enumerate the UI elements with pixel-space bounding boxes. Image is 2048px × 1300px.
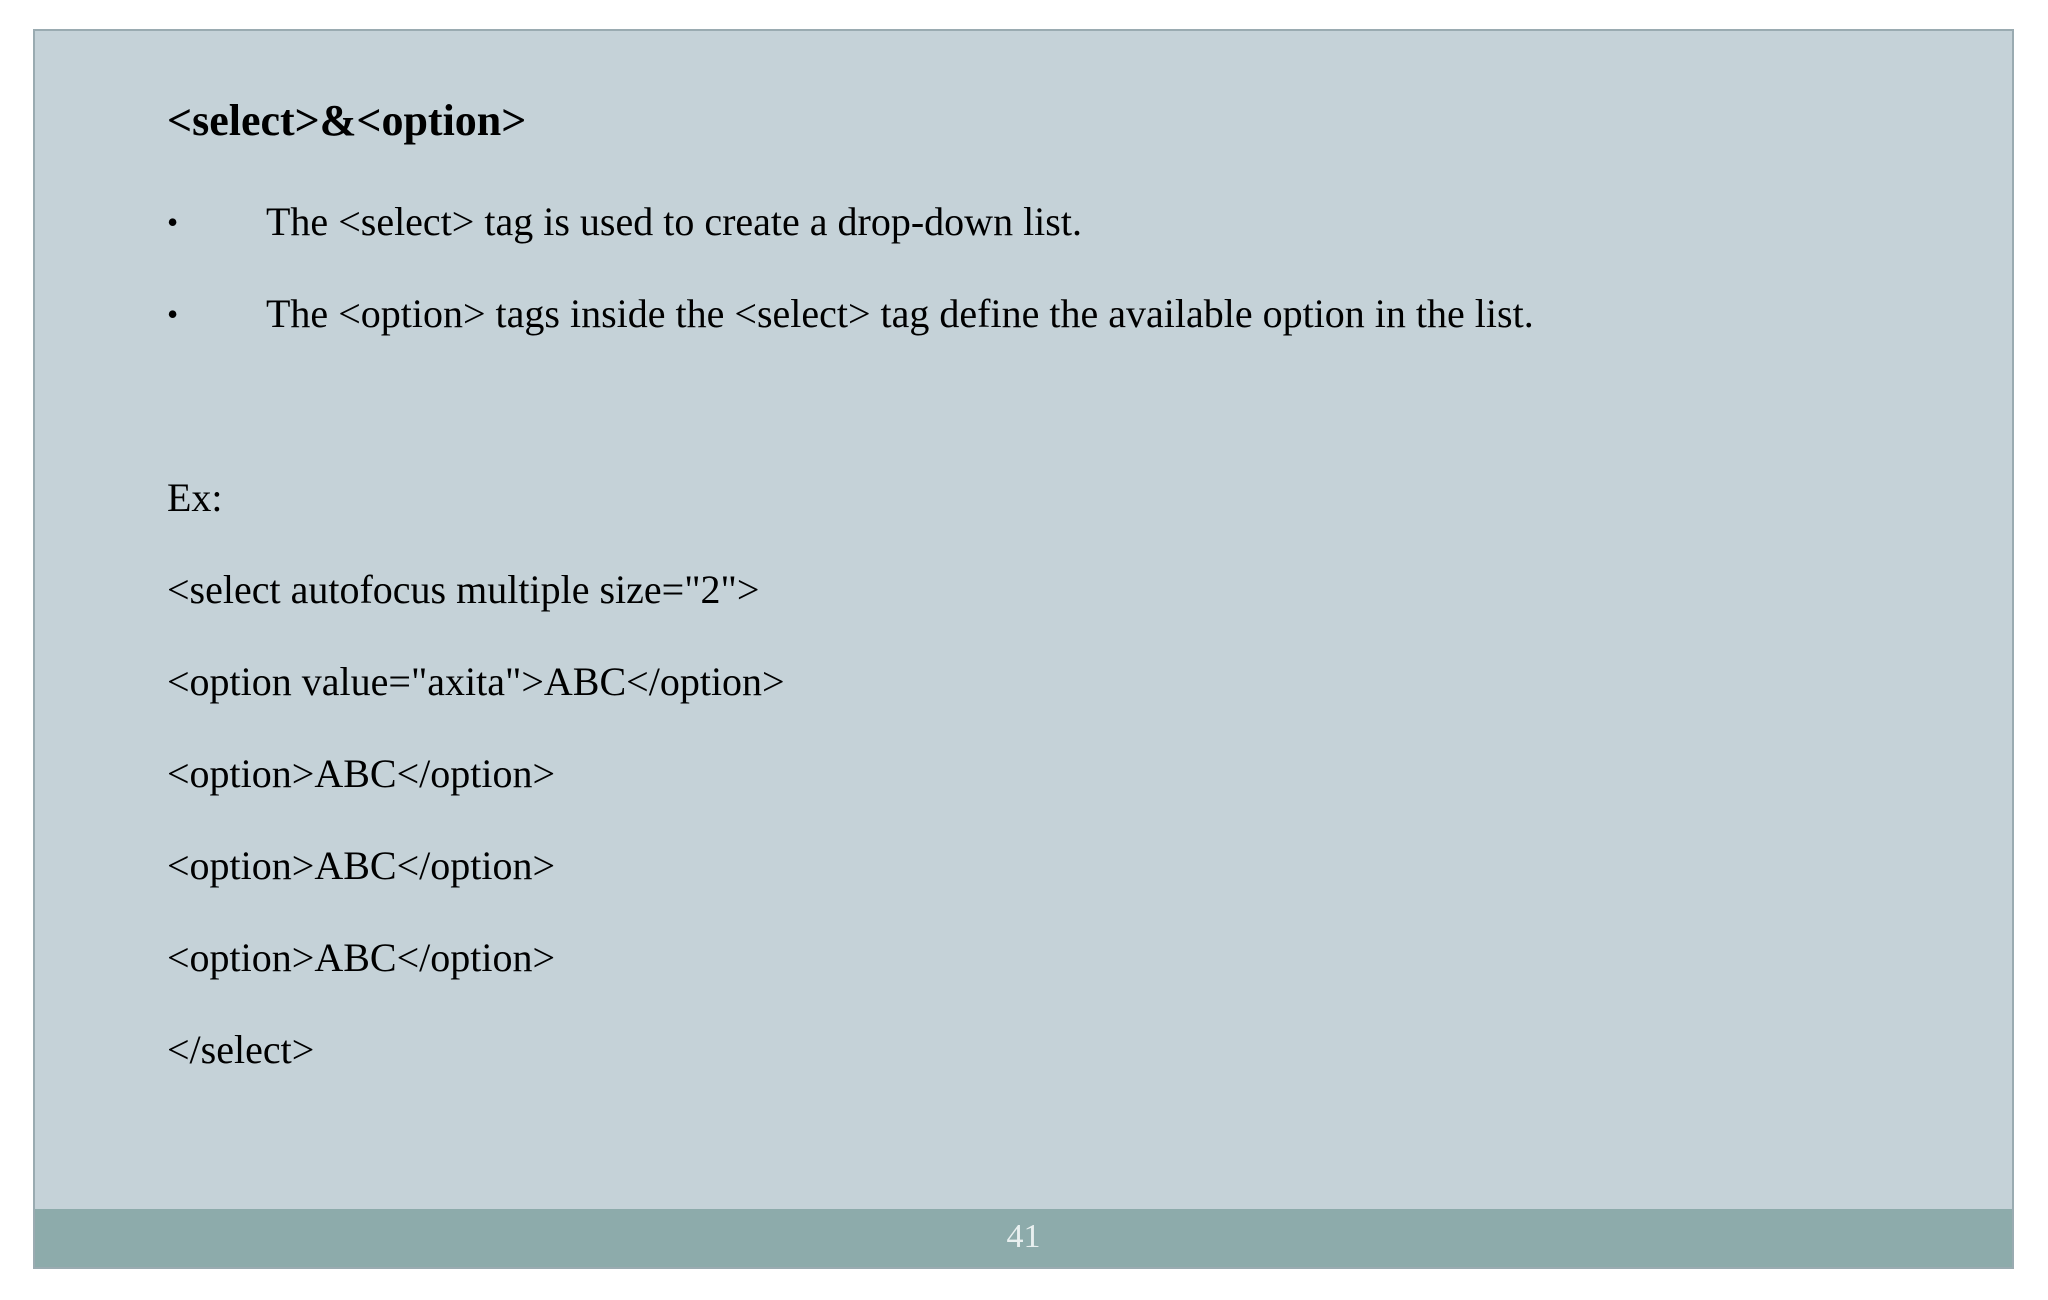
footer-bar — [35, 1209, 2012, 1267]
code-line: <option>ABC</option> — [167, 751, 556, 796]
example-label: Ex: — [167, 475, 223, 520]
code-line: </select> — [167, 1027, 315, 1072]
bullet-text: The <option> tags inside the <select> tag define the available option in the list. — [266, 291, 1534, 336]
code-line: <option>ABC</option> — [167, 935, 556, 980]
code-line: <select autofocus multiple size="2"> — [167, 567, 760, 612]
bullet-marker: • — [167, 296, 179, 332]
bullet-marker: • — [167, 204, 179, 240]
code-line: <option>ABC</option> — [167, 843, 556, 888]
bullet-text: The <select> tag is used to create a drop-down list. — [266, 199, 1082, 244]
slide — [33, 29, 2014, 1269]
page-number: 41 — [1006, 1218, 1041, 1255]
slide-title: <select>&<option> — [167, 96, 527, 145]
code-line: <option value="axita">ABC</option> — [167, 659, 785, 704]
